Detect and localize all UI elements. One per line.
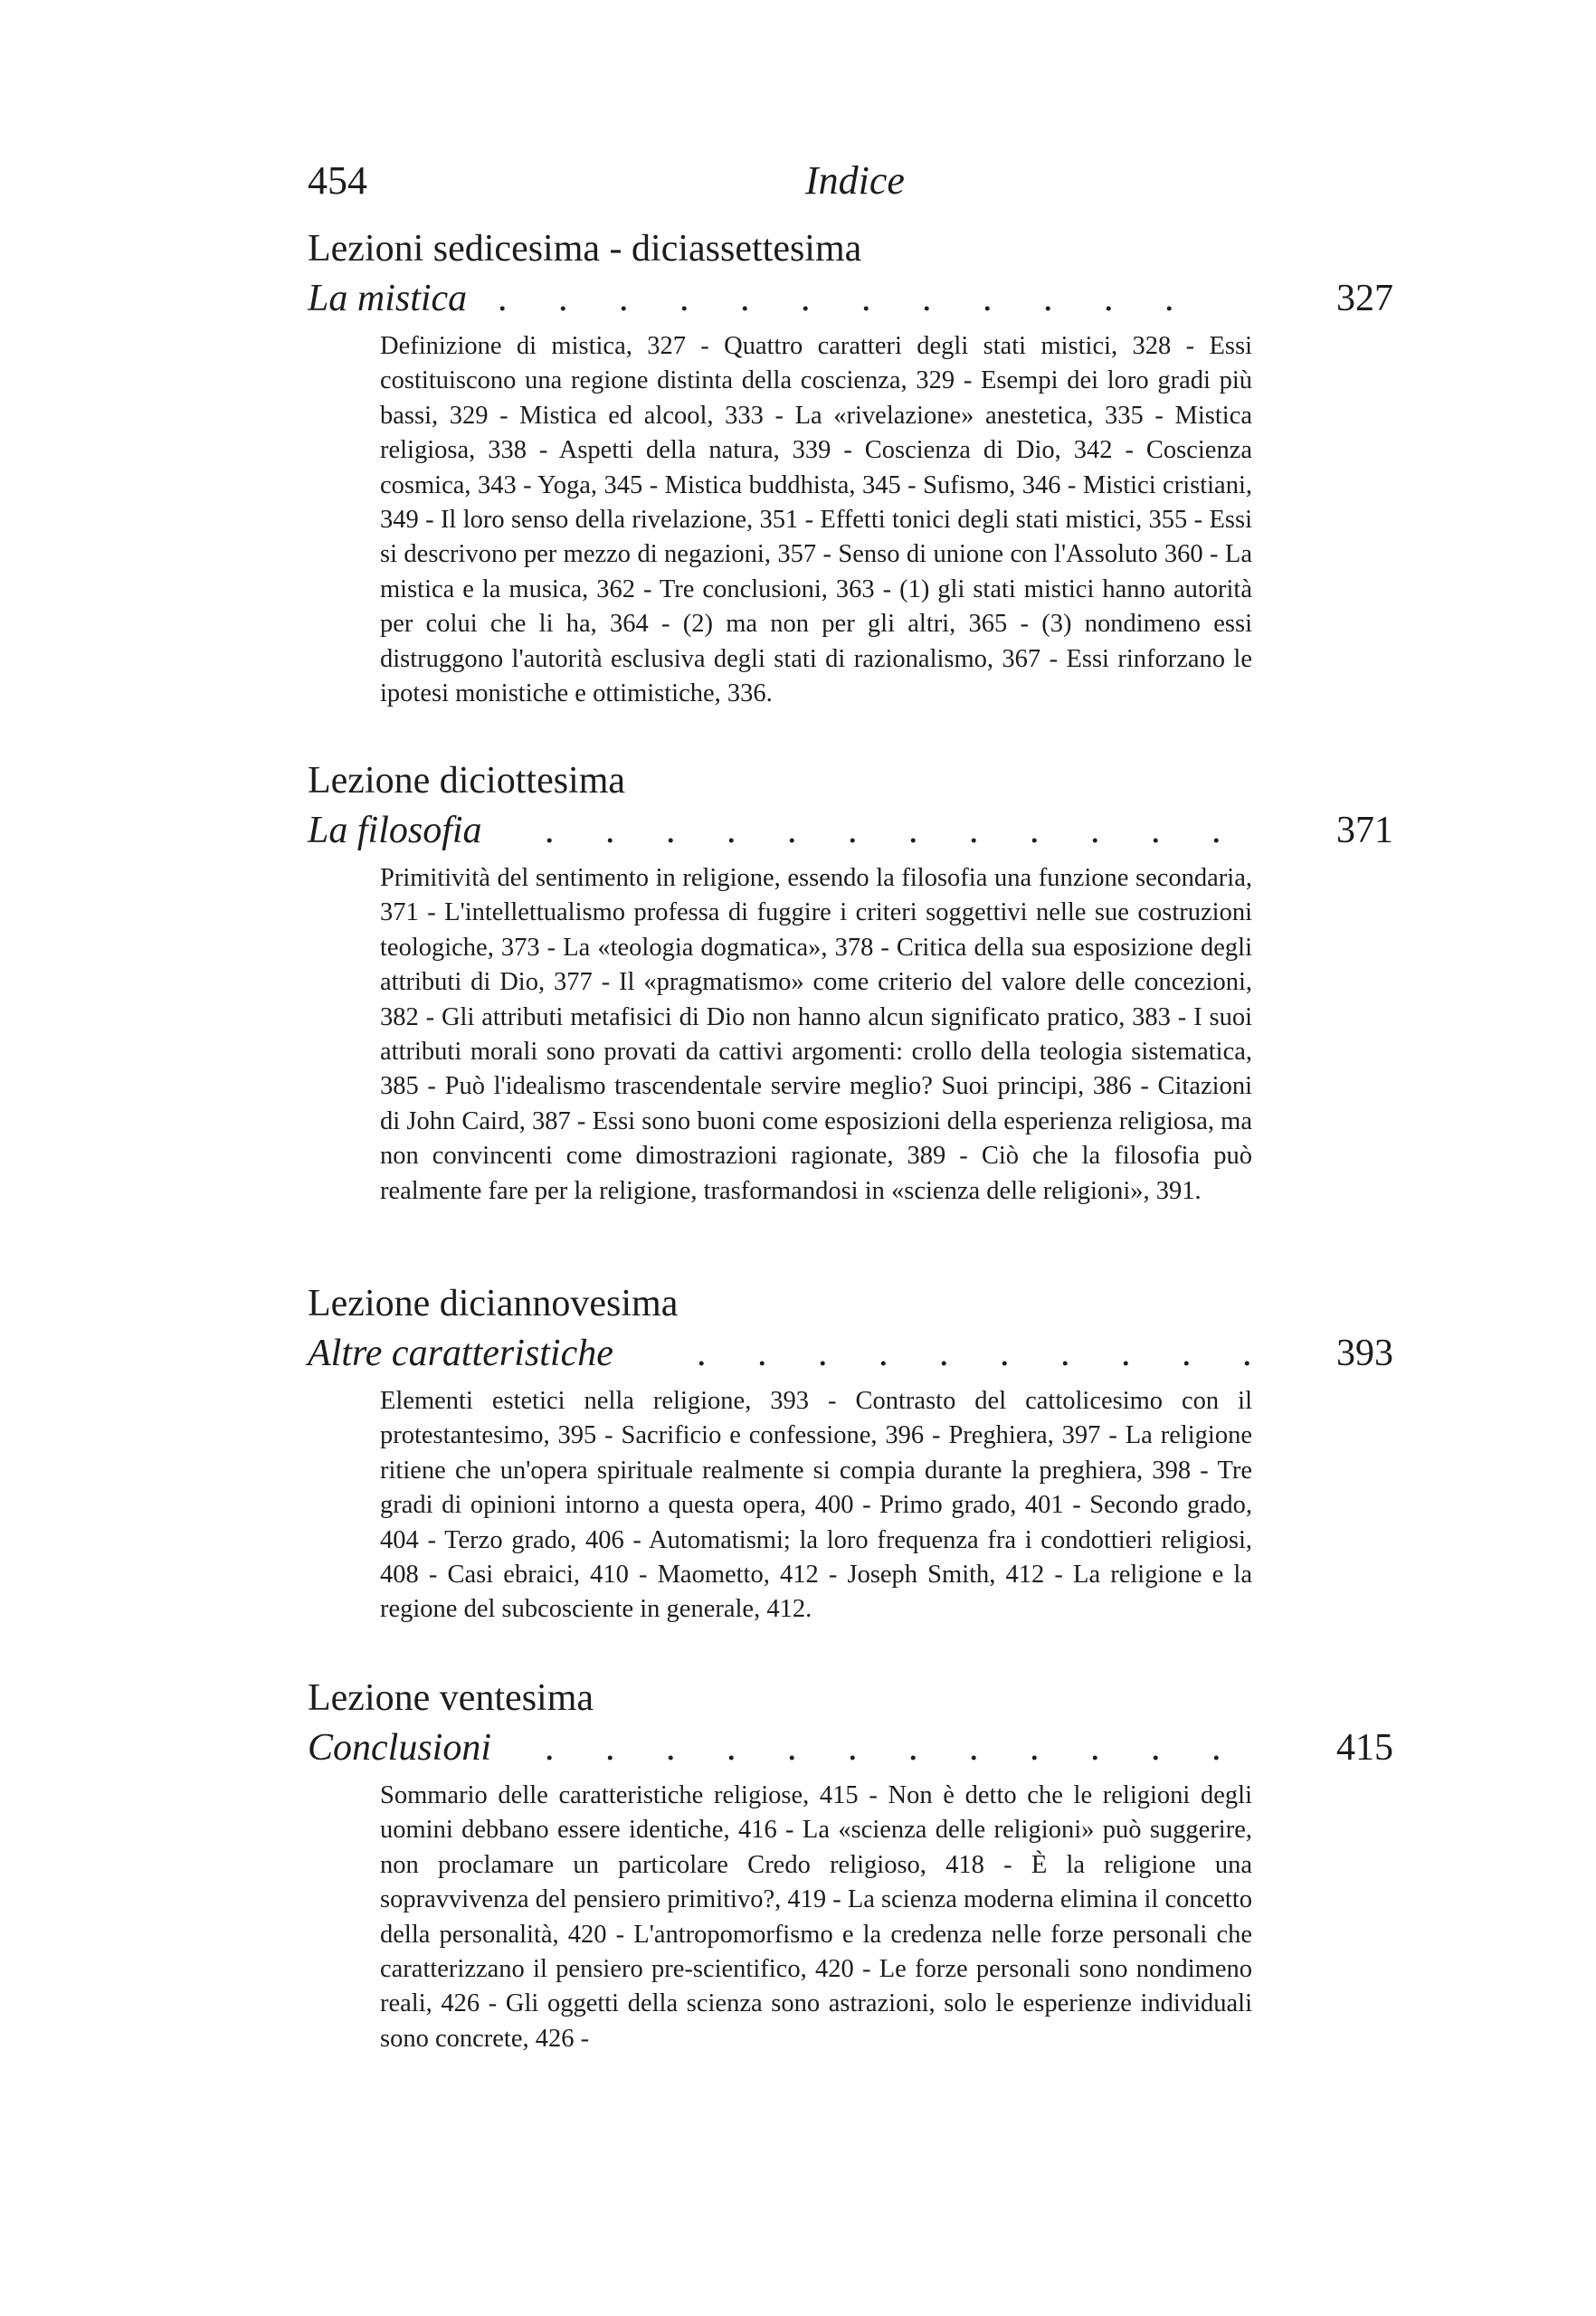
index-section-altre-caratteristiche bbox=[308, 1279, 1393, 1628]
entry-page-number: 393 bbox=[1336, 1333, 1393, 1374]
lecture-heading: Lezione diciottesima bbox=[308, 760, 626, 802]
entry-line bbox=[308, 805, 1393, 856]
dot-leader: . . . . . . . . . . . . bbox=[498, 278, 1195, 319]
entry-summary: Elementi estetici nella religione, 393 - Contrasto del cattolicesimo con il protestantesimo, 395 - Sacrificio e confessione, 396 - Preghiera, 397 - La religione ritiene che un'opera spirituale realmente si compia durante la preghiera, 398 - Tre gradi di opinioni intorno a questa opera, 400 - Primo grado, 401 - Secondo grado, 404 - Terzo grado, 406 - Automatismi; la loro frequenza fra i condottieri religiosi, 408 - Casi ebraici, 410 - Maometto, 412 - Joseph Smith, 412 - La religione e la regione del subcosciente in generale, 412. bbox=[380, 1387, 1252, 1624]
index-section-mistica bbox=[308, 224, 1393, 711]
lecture-heading: Lezioni sedicesima - diciassettesima bbox=[308, 228, 862, 270]
dot-leader: . . . . . . . . . . . . bbox=[545, 810, 1242, 851]
lecture-heading: Lezione diciannovesima bbox=[308, 1283, 679, 1324]
entry-line bbox=[308, 273, 1393, 324]
page-number: 454 bbox=[308, 158, 367, 203]
entry-line bbox=[308, 1328, 1393, 1379]
running-head: Indice bbox=[805, 158, 905, 203]
entry-summary: Primitività del sentimento in religione, essendo la filosofia una funzione secondaria, 371 - L'intellettualismo professa di fuggire i criteri soggettivi nelle sue costruzioni teologiche, 373 - La «teologia dogmatica», 378 - Critica della sua esposizione degli attributi di Dio, 377 - Il «pragmatismo» come criterio del valore delle concezioni, 382 - Gli attributi metafisici di Dio non hanno alcun significato pratico, 383 - I suoi attributi morali sono provati da cattivi argomenti: crollo della teologia sistematica, 385 - Può l'idealismo trascendentale servire meglio? Suoi principi, 386 - Citazioni di John Caird, 387 - Essi sono buoni come esposizioni della esperienza religiosa, ma non convincenti come dimostrazioni ragionate, 389 - Ciò che la filosofia può realmente fare per la religione, trasformandosi in «scienza delle religioni», 391. bbox=[380, 864, 1252, 1205]
entry-title: La mistica bbox=[308, 278, 468, 319]
lecture-heading: Lezione ventesima bbox=[308, 1677, 594, 1719]
index-section-conclusioni bbox=[308, 1674, 1393, 2056]
entry-title: Conclusioni bbox=[308, 1727, 492, 1769]
index-section-filosofia bbox=[308, 756, 1393, 1209]
dot-leader: . . . . . . . . . . bbox=[697, 1333, 1273, 1374]
entry-line bbox=[308, 1723, 1393, 1773]
page-header bbox=[308, 154, 1393, 208]
entry-summary: Sommario delle caratteristiche religiose, 415 - Non è detto che le religioni degli uomini debbano essere identiche, 416 - La «scienza delle religioni» può suggerire, non proclamare un particolare Credo religioso, 418 - È la religione una sopravvivenza del pensiero primitivo?, 419 - La scienza moderna elimina il concetto della personalità, 420 - L'antropomorfismo e la credenza nelle forze personali che caratterizzano il pensiero pre-scientifico, 420 - Le forze personali sono nondimeno reali, 426 - Gli oggetti della scienza sono astrazioni, solo le esperienze individuali sono concrete, 426 - bbox=[380, 1781, 1252, 2053]
dot-leader: . . . . . . . . . . . . bbox=[545, 1727, 1242, 1769]
entry-page-number: 415 bbox=[1336, 1727, 1393, 1769]
entry-title: Altre caratteristiche bbox=[308, 1333, 613, 1374]
entry-title: La filosofia bbox=[308, 810, 482, 851]
entry-page-number: 371 bbox=[1336, 810, 1393, 851]
entry-page-number: 327 bbox=[1336, 278, 1393, 319]
entry-summary: Definizione di mistica, 327 - Quattro caratteri degli stati mistici, 328 - Essi costituiscono una regione distinta della coscienza, 329 - Esempi dei loro gradi più bassi, 329 - Mistica ed alcool, 333 - La «rivelazione» anestetica, 335 - Mistica religiosa, 338 - Aspetti della natura, 339 - Coscienza di Dio, 342 - Coscienza cosmica, 343 - Yoga, 345 - Mistica buddhista, 345 - Sufismo, 346 - Mistici cristiani, 349 - Il loro senso della rivelazione, 351 - Effetti tonici degli stati mistici, 355 - Essi si descrivono per mezzo di negazioni, 357 - Senso di unione con l'Assoluto 360 - La mistica e la musica, 362 - Tre conclusioni, 363 - (1) gli stati mistici hanno autorità per colui che li ha, 364 - (2) ma non per gli altri, 365 - (3) nondimeno essi distruggono l'autorità esclusiva degli stati di razionalismo, 367 - Essi rinforzano le ipotesi monistiche e ottimistiche, 336. bbox=[380, 332, 1252, 708]
